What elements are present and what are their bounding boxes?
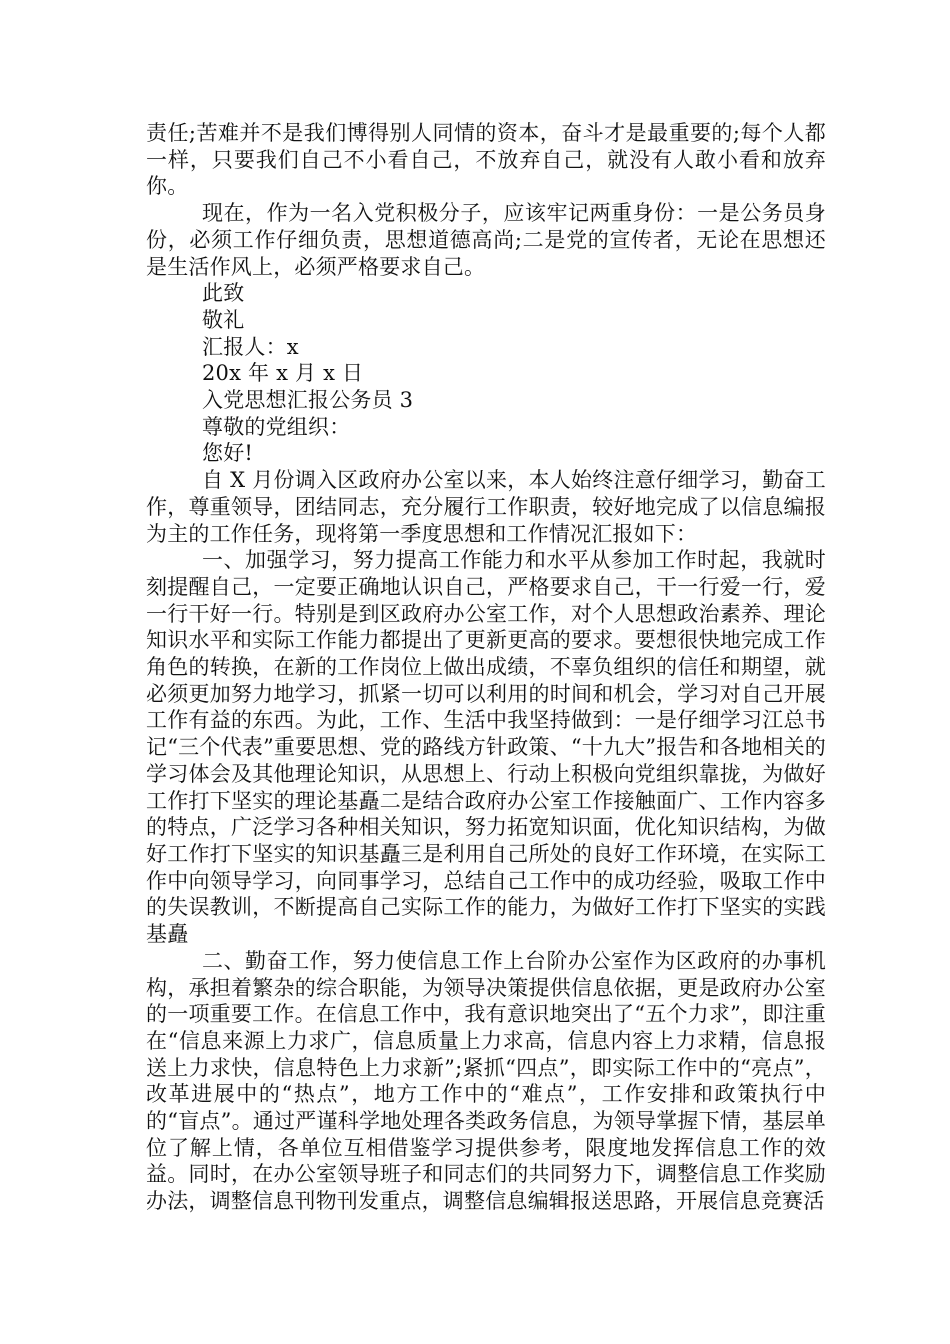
reporter-name: 汇报人：x [202,334,299,359]
paragraph-work: 二、勤奋工作，努力使信息工作上台阶办公室作为区政府的办事机构，承担着繁杂的综合职能，为领导决策提供信息依据，更是政府办公室的一项重要工作。在信息工作中，我有意识地突出了“五个力求”，即注重在“信息来源上力求广，信息质量上力求高，信息内容上力求精，信息报送上力求快，信息特色上力求新”;紧抓“四点”，即实际工作中的“亮点”，改革进展中的“热点”，地方工作中的“难点”，工作安排和政策执行中的“盲点”。通过严谨科学地处理各类政务信息，为领导掌握下情，基层单位了解上情，各单位互相借鉴学习提供参考，限度地发挥信息工作的效益。同时，在办公室领导班子和同志们的共同努力下，调整信息工作奖励办法，调整信息刊物刊发重点，调整信息编辑报送思路，开展信息竞赛活 [146,948,826,1214]
paragraph-study: 一、加强学习，努力提高工作能力和水平从参加工作时起，我就时刻提醒自己，一定要正确地认识自己，严格要求自己，干一行爱一行，爱一行干好一行。特别是到区政府办公室工作，对个人思想政治素养、理论知识水平和实际工作能力都提出了更新更高的要求。要想很快地完成工作角色的转换，在新的工作岗位上做出成绩，不辜负组织的信任和期望，就必须更加努力地学习，抓紧一切可以利用的时间和机会，学习对自己开展工作有益的东西。为此，工作、生活中我坚持做到：一是仔细学习江总书记“三个代表”重要思想、党的路线方针政策、“十九大”报告和各地相关的学习体会及其他理论知识，从思想上、行动上积极向党组织靠拢，为做好工作打下坚实的理论基矗二是结合政府办公室工作接触面广、工作内容多的特点，广泛学习各种相关知识，努力拓宽知识面，优化知识结构，为做好工作打下坚实的知识基矗三是利用自己所处的良好工作环境，在实际工作中向领导学习，向同事学习，总结自己工作中的成功经验，吸取工作中的失误教训，不断提高自己实际工作的能力，为做好工作打下坚实的实践基矗 [146,548,826,947]
closing-regards: 敬礼 [202,307,245,332]
paragraph-intro: 自 X 月份调入区政府办公室以来，本人始终注意仔细学习，勤奋工作，尊重领导，团结同志，充分履行工作职责，较好地完成了以信息编报为主的工作任务，现将第一季度思想和工作情况汇报如下： [146,468,826,546]
paragraph-responsibility: 责任;苦难并不是我们博得别人同情的资本，奋斗才是最重要的;每个人都一样，只要我们自己不小看自己，不放弃自己，就没有人敢小看和放弃你。 [146,121,826,199]
greeting-addressee: 尊敬的党组织： [202,414,351,439]
greeting-hello: 您好! [202,441,254,466]
document-page [146,120,826,1215]
section-title: 入党思想汇报公务员 3 [202,388,414,413]
paragraph-identity: 现在，作为一名入党积极分子，应该牢记两重身份：一是公务员身份，必须工作仔细负责，思想道德高尚;二是党的宣传者，无论在思想还是生活作风上，必须严格要求自己。 [146,201,826,279]
report-date: 20x 年 x 月 x 日 [202,361,364,386]
closing-salutation: 此致 [202,281,245,306]
